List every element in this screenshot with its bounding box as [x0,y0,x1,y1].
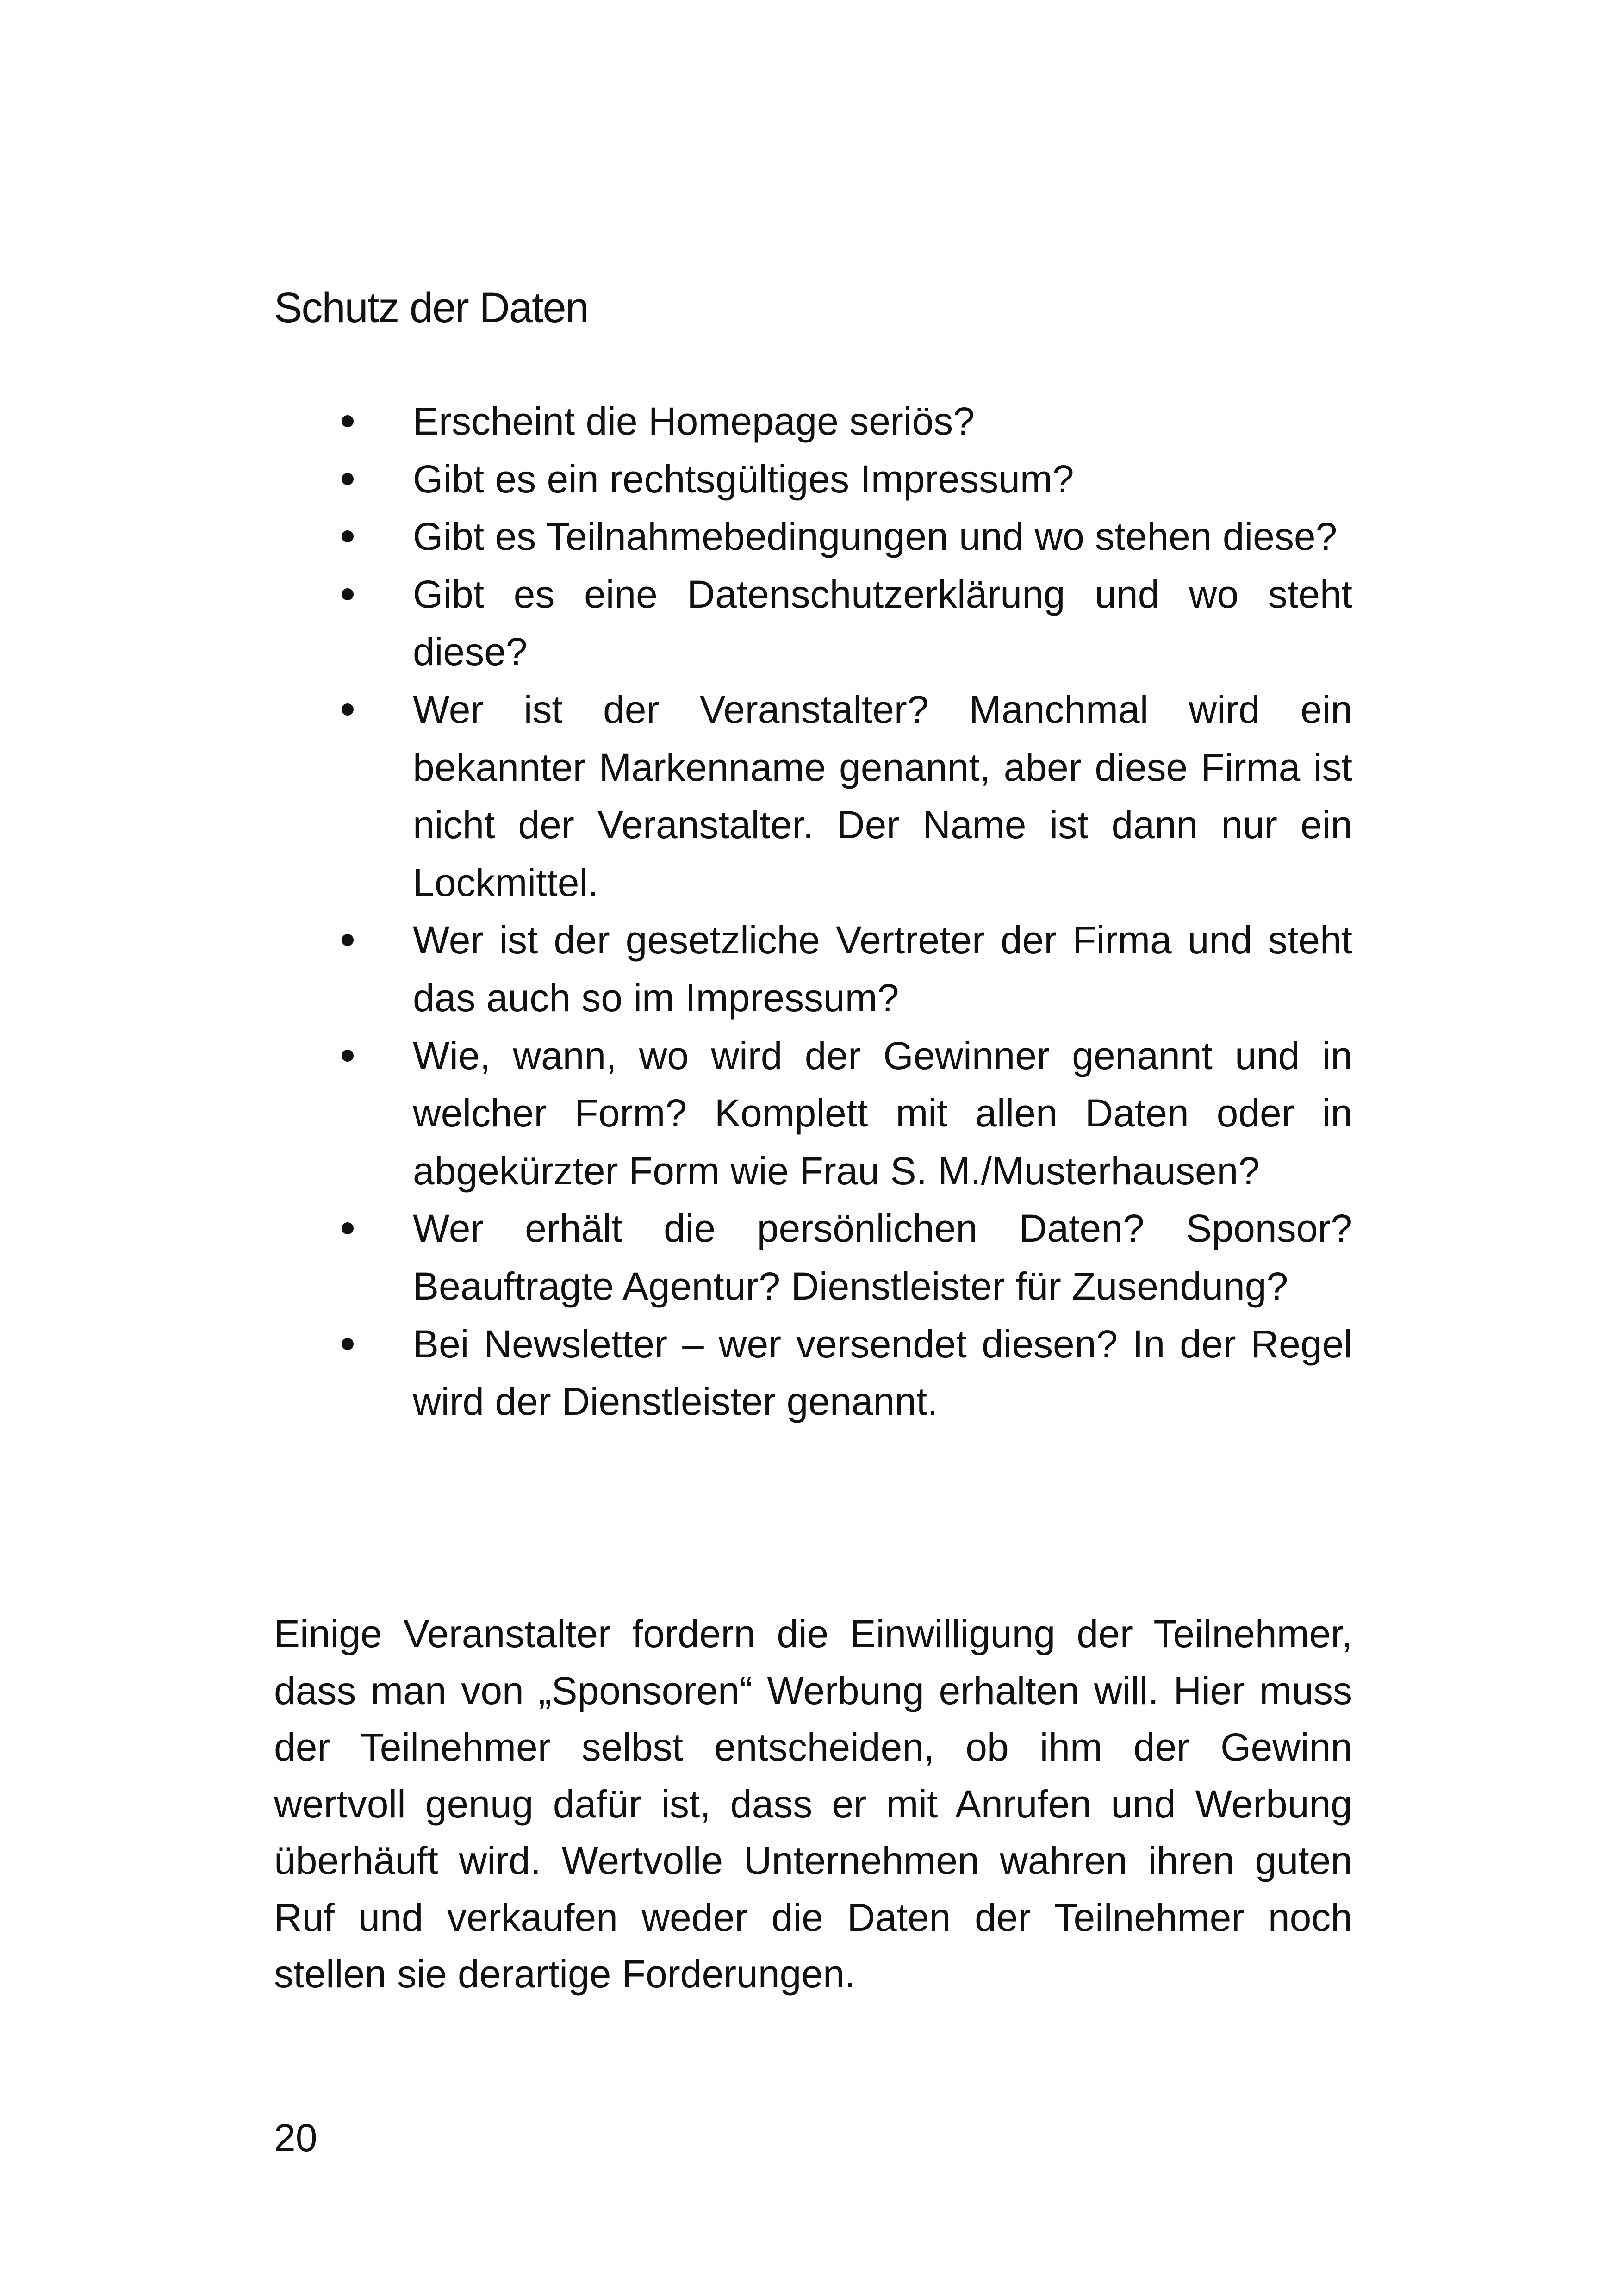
checklist-item-text: Bei Newsletter – wer versendet diesen? In der Regel wird der Dienstleister genannt. [413,1322,1352,1424]
bullet-icon [342,703,354,716]
bullet-icon [342,934,354,946]
checklist-item [274,911,1352,1027]
checklist-item-text: Gibt es Teilnahmebedingungen und wo stehen diese? [413,515,1338,559]
checklist-item [274,508,1352,566]
section-heading: Schutz der Daten [274,284,588,331]
checklist-item-text: Erscheint die Homepage seriös? [413,399,975,443]
checklist-item [274,681,1352,911]
checklist-item [274,450,1352,508]
checklist-item-text: Gibt es eine Datenschutzerklärung und wo steht diese? [413,572,1352,674]
checklist-item-text: Wer ist der Veranstalter? Manchmal wird ein bekannter Markenname genannt, aber diese Firma ist nicht der Veranstalter. Der Name ist dann nur ein Lockmittel. [413,687,1352,904]
checklist-item-text: Wie, wann, wo wird der Gewinner genannt und in welcher Form? Komplett mit allen Daten oder in abgekürzter Form wie Frau S. M./Musterhausen? [413,1033,1352,1193]
checklist-item [274,1027,1352,1200]
page-number: 20 [274,2116,317,2159]
bullet-icon [342,473,354,485]
checklist [274,392,1352,1431]
bullet-icon [342,1050,354,1062]
body-paragraph: Einige Veranstalter fordern die Einwilligung der Teilnehmer, dass man von „Sponsoren“ Werbung erhalten will. Hier muss der Teilnehmer selbst entscheiden, ob ihm der Gewinn wertvoll genug dafür ist, dass er mit Anrufen und Werbung überhäuft wird. Wertvolle Unternehmen wahren ihren guten Ruf und verkaufen weder die Daten der Teilnehmer noch stellen sie derartige Forderungen. [274,1612,1352,1996]
checklist-item [274,1315,1352,1431]
checklist-item-text: Wer erhält die persönlichen Daten? Sponsor? Beauftragte Agentur? Dienstleister für Zusendung? [413,1207,1352,1308]
bullet-icon [342,1222,354,1234]
bullet-icon [342,1338,354,1350]
bullet-icon [342,588,354,600]
checklist-item-text: Gibt es ein rechtsgültiges Impressum? [413,457,1074,501]
checklist-item-text: Wer ist der gesetzliche Vertreter der Firma und steht das auch so im Impressum? [413,918,1352,1020]
checklist-item [274,1200,1352,1315]
bullet-icon [342,415,354,427]
bullet-icon [342,530,354,542]
checklist-item [274,566,1352,681]
checklist-item [274,392,1352,450]
